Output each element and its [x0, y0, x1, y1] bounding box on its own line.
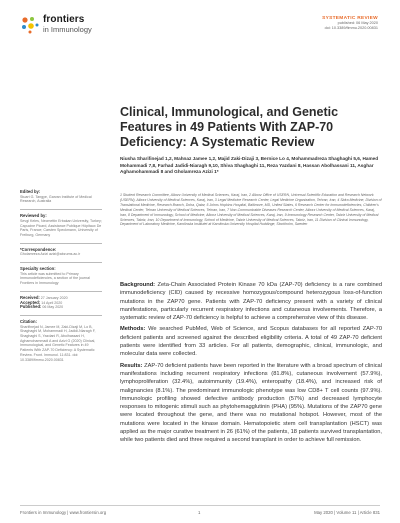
correspondence-heading: *Correspondence:: [20, 246, 57, 252]
received-date: 27 January 2020: [40, 295, 68, 300]
published-label: Published:: [20, 304, 42, 310]
author-list: Niusha Sharifinejad 1,2, Mahnaz Jamee 1,2, Majid Zaki-Dizaji 3, Bernice Lo 4, Mohammadreza Shaghaghi 5,6, Hamed Mohammadi 7,8, Farhad Jadidi-Niaragh 9,10, Shiva Shaghaghi 11, Reza Yazdani 8, Hassan Abolhassani 11, Asghar Aghamohammadi 8 and Gholamreza Azizi 1*: [120, 156, 379, 175]
divider: [20, 315, 102, 316]
journal-brand: frontiers: [43, 14, 85, 25]
reviewed-by-heading: Reviewed by:: [20, 213, 47, 219]
accepted-label: Accepted:: [20, 299, 41, 305]
divider: [20, 243, 102, 244]
journal-logo: [20, 14, 130, 36]
article-title: Clinical, Immunological, and Genetic Features in 49 Patients With ZAP-70 Deficiency: A Systematic Review: [120, 105, 339, 149]
specialty-text: This article was submitted to Primary Immunodeficiencies, a section of the journal Frontiers in Immunology: [20, 271, 90, 286]
correspondence-block: [20, 248, 102, 257]
abstract-background: [120, 281, 382, 322]
received-label: Received:: [20, 294, 40, 300]
citation-heading: Citation:: [20, 318, 37, 324]
background-label: Background:: [120, 282, 156, 288]
abstract-results: [120, 362, 382, 445]
dates-block: [20, 296, 102, 310]
doi[interactable]: doi: 10.3389/fimmu.2020.00831: [324, 26, 378, 30]
results-label: Results:: [120, 362, 143, 369]
sidebar-metadata: [20, 190, 102, 367]
frontiers-logo-icon: [20, 15, 40, 35]
accepted-date: 14 April 2020: [41, 300, 63, 305]
abstract: [120, 281, 382, 448]
edited-by-text: Stuart G. Tangye, Garvan Institute of Medical Research, Australia: [20, 194, 92, 204]
published-date: published: 06 May 2020: [337, 21, 378, 25]
specialty-block: [20, 267, 102, 286]
affiliations: 1 Student Research Committee, Alborz University of Medical Sciences, Karaj, Iran, 2 Alborz Office of USERN, Universal Scientific Education and Research Network (USERN), Alborz University of Medical Sciences, Karaj, Iran, 3 Legal Medicine Research Center, Legal Medicine Organization, Tehran, Iran, 4 Sidra Medicine, Division of Translational Medicine, Research Branch, Doha, Qatar, 5 Johns Hopkins Hospital, Baltimore, MD, United States, 6 Research Center for Immunodeficiencies, Children's Medical Center, Tehran University of Medical Sciences, Tehran, Iran, 7 Non-Communicable Diseases Research Center, Alborz University of Medical Sciences, Karaj, Iran, 8 Department of Immunology, School of Medicine, Alborz University of Medical Sciences, Karaj, Iran, 9 Immunology Research Center, Tabriz University of Medical Sciences, Tabriz, Iran, 10 Department of Immunology, School of Medicine, Tabriz University of Medical Sciences, Tabriz, Iran, 11 Division of Clinical Immunology, Department of Laboratory Medicine, Karolinska Institutet at Karolinska University Hospital Huddinge, Stockholm, Sweden: [120, 193, 382, 227]
edited-by-block: [20, 190, 102, 204]
citation-text: Sharifinejad N, Jamee M, Zaki-Dizaji M, Lo B, Shaghaghi M, Mohammadi H, Jadidi-Niaragh F, Shaghaghi S, Yazdani R, Abolhassani H, Aghamohammadi A and Azizi G (2020) Clinical, Immunological, and Genetic Features in 49 Patients With ZAP-70 Deficiency: A Systematic Review. Front. Immunol. 11:831. doi: 10.3389/fimmu.2020.00831: [20, 324, 96, 362]
methods-text: We searched PubMed, Web of Science, and Scopus databases for all reported ZAP-70 deficient patients and screened against the described eligibility criteria. A total of 49 ZAP-70 deficient patients were identified from 33 articles. For all patients, demographic, clinical, immunologic, and molecular data were collected.: [120, 326, 382, 358]
specialty-heading: Specialty section:: [20, 266, 56, 272]
correspondence-text[interactable]: Gholamreza Azizi azizi@abzums.ac.ir: [20, 252, 81, 257]
divider: [20, 291, 102, 292]
reviewed-by-text: Sevgi Keles, Necmettin Erbakan University, Turkey; Capucine Picard, Assistance Publique Hôpitaux De Paris, France; Carsten Speckmann, University of Freiburg, Germany: [20, 218, 102, 237]
page-number: 1: [198, 510, 201, 515]
article-meta-header: [322, 16, 378, 31]
page-footer: [20, 505, 380, 515]
abstract-methods: [120, 325, 382, 358]
edited-by-heading: Edited by:: [20, 189, 41, 194]
results-text: ZAP-70 deficient patients have been reported in the literature with a broad spectrum of clinical manifestations including recurrent respiratory infections (81.8%), cutaneous involvement (57.9%), lymphoproliferation (32.4%), autoimmunity (19.4%), enteropathy (18.4%), and increased risk of malignancies (8.1%). The predominant immunologic phenotype was low CD8+ T cell counts (97.9%). Immunologic profiling showed defective antibody production (57%) and decreased lymphocyte responses to mitogenic stimuli such as phytohemagglutinin (PHA) (95%). Mutations of the ZAP70 gene were located throughout the gene, and there was no mutational hotspot. However, most of the mutations were located in the kinase domain. Hematopoietic stem cell transplantation (HSCT) was applied as the major curative treatment in 26 (61%) of the patients, 18 patients survived transplantation, while two patients died and three required a second transplant in order to achieve full remission.: [120, 362, 382, 444]
divider: [20, 262, 102, 263]
divider: [20, 209, 102, 210]
background-text: Zeta-Chain Associated Protein Kinase 70 kDa (ZAP-70) deficiency is a rare combined immunodeficiency (CID) caused by recessive homozygous/compound heterozygous loss-of-function mutations in the ZAP70 gene. Patients with ZAP-70 deficiency present with a variety of clinical manifestations, particularly recurrent respiratory infections and cutaneous involvements. Therefore, a systematic review of ZAP-70 deficiency is helpful to achieve a comprehensive view of this disease.: [120, 282, 382, 322]
published-date-sidebar: 06 May 2020: [42, 305, 64, 310]
reviewed-by-block: [20, 214, 102, 238]
citation-block: [20, 320, 102, 362]
methods-label: Methods:: [120, 326, 146, 333]
footer-volume: May 2020 | Volume 11 | Article 831: [314, 510, 380, 515]
footer-journal[interactable]: Frontiers in Immunology | www.frontiersin.org: [20, 510, 107, 515]
article-type: SYSTEMATIC REVIEW: [322, 16, 378, 21]
journal-name: in Immunology: [43, 25, 92, 34]
